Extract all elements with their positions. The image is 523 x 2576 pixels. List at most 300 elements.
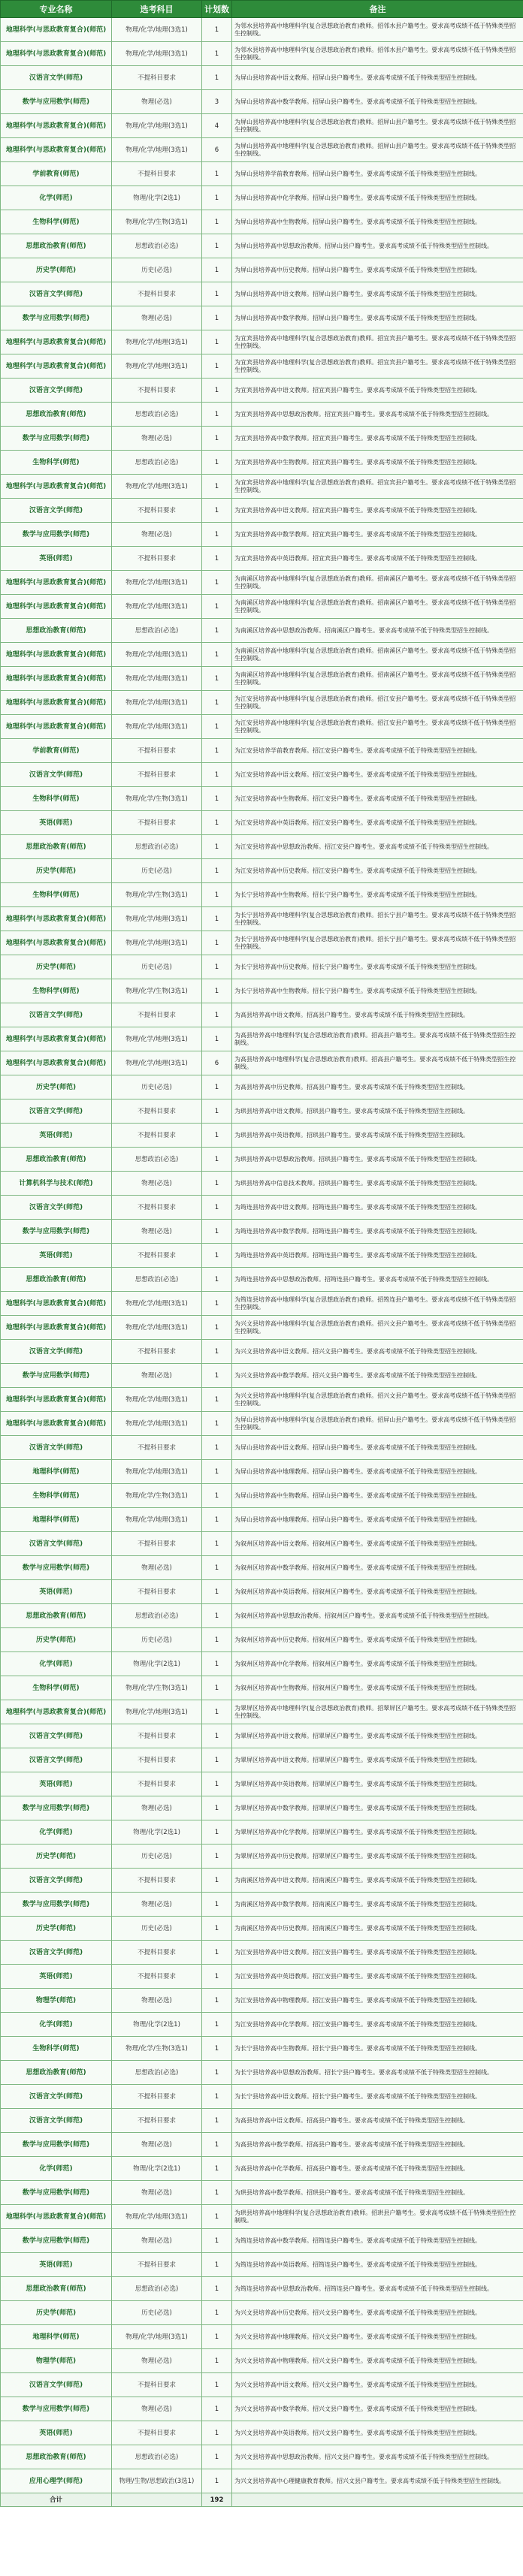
table-row (1, 1893, 523, 1917)
major-cell: 地理科学(与思政教育复合)(师范) (1, 1388, 112, 1412)
note-cell: 为翠屏区培养高中英语教师。招翠屏区户籍考生。要求高考成绩不低于特殊类型招生控制线。 (232, 1772, 523, 1796)
subject-cell: 不提科目要求 (112, 499, 202, 523)
plan-count-cell: 1 (202, 1628, 232, 1652)
table-row (1, 42, 523, 66)
table-row (1, 90, 523, 114)
note-cell: 为江安县培养高中生物教师。招江安县户籍考生。要求高考成绩不低于特殊类型招生控制线。 (232, 787, 523, 811)
table-row (1, 1484, 523, 1508)
major-cell: 地理科学(与思政教育复合)(师范) (1, 2205, 112, 2229)
note-cell: 为兴文县培养高中地理科学(复合思想政治教育)教师。招兴文县户籍考生。要求高考成绩不低于特殊类型招生控制线。 (232, 1388, 523, 1412)
plan-count-cell: 1 (202, 1580, 232, 1604)
major-cell: 地理科学(与思政教育复合)(师范) (1, 1292, 112, 1316)
subject-cell: 物理(必选) (112, 306, 202, 330)
major-cell: 生物科学(师范) (1, 787, 112, 811)
note-cell: 为邻水县培养高中地理科学(复合思想政治教育)教师。招邻水县户籍考生。要求高考成绩不低于特殊类型招生控制线。 (232, 18, 523, 42)
major-cell: 思想政治教育(师范) (1, 1604, 112, 1628)
subject-cell: 不提科目要求 (112, 1748, 202, 1772)
table-row (1, 138, 523, 162)
table-row (1, 1003, 523, 1027)
note-cell: 为宜宾县培养高中英语教师。招宜宾县户籍考生。要求高考成绩不低于特殊类型招生控制线。 (232, 547, 523, 571)
note-cell: 为南溪区培养高中数学教师。招南溪区户籍考生。要求高考成绩不低于特殊类型招生控制线。 (232, 1893, 523, 1917)
table-row (1, 1820, 523, 1845)
subject-cell: 历史(必选) (112, 1845, 202, 1869)
plan-count-cell: 1 (202, 1941, 232, 1965)
table-row (1, 2253, 523, 2277)
table-row (1, 1580, 523, 1604)
note-cell: 为筠连县培养高中语文教师。招筠连县户籍考生。要求高考成绩不低于特殊类型招生控制线。 (232, 1196, 523, 1220)
note-cell: 为翠屏区培养高中语文教师。招翠屏区户籍考生。要求高考成绩不低于特殊类型招生控制线。 (232, 1748, 523, 1772)
subject-cell: 物理/化学/地理(3选1) (112, 1508, 202, 1532)
table-row (1, 1796, 523, 1820)
subject-cell: 物理/生物/思想政治(3选1) (112, 2469, 202, 2493)
major-cell: 地理科学(与思政教育复合)(师范) (1, 1700, 112, 1724)
subject-cell: 物理/化学/地理(3选1) (112, 18, 202, 42)
table-row (1, 306, 523, 330)
major-cell: 英语(师范) (1, 547, 112, 571)
subject-cell: 物理(必选) (112, 1893, 202, 1917)
header-plan: 计划数 (202, 1, 232, 18)
note-cell: 为筠连县培养高中数学教师。招筠连县户籍考生。要求高考成绩不低于特殊类型招生控制线。 (232, 2229, 523, 2253)
plan-count-cell: 1 (202, 1436, 232, 1460)
subject-cell: 不提科目要求 (112, 811, 202, 835)
subject-cell: 物理(必选) (112, 1556, 202, 1580)
plan-count-cell: 1 (202, 1869, 232, 1893)
note-cell: 为江安县培养高中历史教师。招江安县户籍考生。要求高考成绩不低于特殊类型招生控制线。 (232, 859, 523, 883)
table-row (1, 907, 523, 931)
plan-count-cell: 1 (202, 907, 232, 931)
subject-cell: 物理/化学(2选1) (112, 1820, 202, 1845)
major-cell: 汉语言文学(师范) (1, 2109, 112, 2133)
plan-count-cell: 1 (202, 18, 232, 42)
note-cell: 为南溪区培养高中地理科学(复合思想政治教育)教师。招南溪区户籍考生。要求高考成绩不低于特殊类型招生控制线。 (232, 643, 523, 667)
note-cell: 为筠连县培养高中英语教师。招筠连县户籍考生。要求高考成绩不低于特殊类型招生控制线。 (232, 1244, 523, 1268)
note-cell: 为屏山县培养高中地理科学(复合思想政治教育)教师。招屏山县户籍考生。要求高考成绩不低于特殊类型招生控制线。 (232, 138, 523, 162)
table-row (1, 354, 523, 379)
table-row (1, 619, 523, 643)
table-row (1, 18, 523, 42)
major-cell: 应用心理学(师范) (1, 2469, 112, 2493)
table-row (1, 1412, 523, 1436)
plan-count-cell: 1 (202, 1772, 232, 1796)
plan-count-cell: 1 (202, 1340, 232, 1364)
subject-cell: 物理/化学/生物(3选1) (112, 1676, 202, 1700)
note-cell: 为屏山县培养高中历史教师。招屏山县户籍考生。要求高考成绩不低于特殊类型招生控制线。 (232, 258, 523, 282)
plan-count-cell: 1 (202, 667, 232, 691)
subject-cell: 不提科目要求 (112, 1580, 202, 1604)
table-row (1, 1172, 523, 1196)
subject-cell: 思想政治(必选) (112, 1148, 202, 1172)
table-row (1, 931, 523, 955)
table-row (1, 859, 523, 883)
subject-cell: 物理/化学/地理(3选1) (112, 715, 202, 739)
major-cell: 汉语言文学(师范) (1, 1724, 112, 1748)
note-cell: 为高县培养高中语文教师。招高县户籍考生。要求高考成绩不低于特殊类型招生控制线。 (232, 2109, 523, 2133)
table-row (1, 979, 523, 1003)
plan-count-cell: 6 (202, 138, 232, 162)
major-cell: 汉语言文学(师范) (1, 1436, 112, 1460)
major-cell: 地理科学(与思政教育复合)(师范) (1, 715, 112, 739)
table-row (1, 1148, 523, 1172)
plan-count-cell: 1 (202, 2181, 232, 2205)
subject-cell: 物理/化学(2选1) (112, 186, 202, 210)
subject-cell: 物理/化学/地理(3选1) (112, 1388, 202, 1412)
plan-count-cell: 1 (202, 354, 232, 379)
major-cell: 地理科学(与思政教育复合)(师范) (1, 907, 112, 931)
table-row (1, 2133, 523, 2157)
major-cell: 英语(师范) (1, 1965, 112, 1989)
major-cell: 学前教育(师范) (1, 739, 112, 763)
major-cell: 思想政治教育(师范) (1, 1148, 112, 1172)
major-cell: 数学与应用数学(师范) (1, 2229, 112, 2253)
note-cell: 为兴文县培养高中数学教师。招兴文县户籍考生。要求高考成绩不低于特殊类型招生控制线。 (232, 1364, 523, 1388)
table-row (1, 1724, 523, 1748)
table-row (1, 1652, 523, 1676)
plan-count-cell: 1 (202, 931, 232, 955)
note-cell: 为长宁县培养高中地理科学(复合思想政治教育)教师。招长宁县户籍考生。要求高考成绩不低于特殊类型招生控制线。 (232, 907, 523, 931)
major-cell: 地理科学(与思政教育复合)(师范) (1, 475, 112, 499)
note-cell: 为长宁县培养高中生物教师。招长宁县户籍考生。要求高考成绩不低于特殊类型招生控制线。 (232, 883, 523, 907)
plan-count-cell: 1 (202, 2133, 232, 2157)
major-cell: 汉语言文学(师范) (1, 499, 112, 523)
note-cell: 为江安县培养高中语文教师。招江安县户籍考生。要求高考成绩不低于特殊类型招生控制线。 (232, 1941, 523, 1965)
table-row (1, 2445, 523, 2469)
table-row (1, 499, 523, 523)
plan-count-cell: 1 (202, 1676, 232, 1700)
plan-count-cell: 1 (202, 1148, 232, 1172)
table-row (1, 667, 523, 691)
subject-cell: 思想政治(必选) (112, 1268, 202, 1292)
major-cell: 生物科学(师范) (1, 451, 112, 475)
subject-cell: 不提科目要求 (112, 1965, 202, 1989)
plan-count-cell: 1 (202, 499, 232, 523)
plan-count-cell: 1 (202, 1388, 232, 1412)
plan-count-cell: 1 (202, 1820, 232, 1845)
subject-cell: 不提科目要求 (112, 1436, 202, 1460)
note-cell: 为翠屏区培养高中化学教师。招翠屏区户籍考生。要求高考成绩不低于特殊类型招生控制线。 (232, 1820, 523, 1845)
table-body (1, 18, 523, 2493)
table-row (1, 114, 523, 138)
table-row (1, 1845, 523, 1869)
table-row (1, 571, 523, 595)
table-row (1, 1965, 523, 1989)
major-cell: 生物科学(师范) (1, 210, 112, 234)
subject-cell: 物理(必选) (112, 1172, 202, 1196)
table-row (1, 2037, 523, 2061)
subject-cell: 物理/化学/地理(3选1) (112, 1292, 202, 1316)
plan-count-cell: 1 (202, 306, 232, 330)
header-major: 专业名称 (1, 1, 112, 18)
major-cell: 英语(师范) (1, 2421, 112, 2445)
note-cell: 为南溪区培养高中语文教师。招南溪区户籍考生。要求高考成绩不低于特殊类型招生控制线。 (232, 1869, 523, 1893)
subject-cell: 物理/化学/生物(3选1) (112, 210, 202, 234)
subject-cell: 不提科目要求 (112, 1532, 202, 1556)
note-cell: 为屏山县培养高中数学教师。招屏山县户籍考生。要求高考成绩不低于特殊类型招生控制线。 (232, 90, 523, 114)
plan-count-cell: 1 (202, 186, 232, 210)
plan-count-cell: 1 (202, 955, 232, 979)
table-row (1, 234, 523, 258)
subject-cell: 物理(必选) (112, 523, 202, 547)
plan-count-cell: 1 (202, 1268, 232, 1292)
table-row (1, 811, 523, 835)
major-cell: 地理科学(与思政教育复合)(师范) (1, 330, 112, 354)
table-row (1, 523, 523, 547)
subject-cell: 物理/化学/生物(3选1) (112, 883, 202, 907)
subject-cell: 不提科目要求 (112, 2421, 202, 2445)
subject-cell: 不提科目要求 (112, 547, 202, 571)
note-cell: 为高县培养高中化学教师。招高县户籍考生。要求高考成绩不低于特殊类型招生控制线。 (232, 2157, 523, 2181)
note-cell: 为长宁县培养高中历史教师。招长宁县户籍考生。要求高考成绩不低于特殊类型招生控制线。 (232, 955, 523, 979)
subject-cell: 物理/化学(2选1) (112, 2013, 202, 2037)
plan-count-cell: 1 (202, 2109, 232, 2133)
note-cell: 为叙州区培养高中语文教师。招叙州区户籍考生。要求高考成绩不低于特殊类型招生控制线。 (232, 1532, 523, 1556)
major-cell: 汉语言文学(师范) (1, 1748, 112, 1772)
table-row (1, 643, 523, 667)
table-row (1, 403, 523, 427)
table-row (1, 1099, 523, 1124)
major-cell: 思想政治教育(师范) (1, 1268, 112, 1292)
major-cell: 数学与应用数学(师范) (1, 2181, 112, 2205)
subject-cell: 不提科目要求 (112, 1340, 202, 1364)
table-row (1, 1628, 523, 1652)
major-cell: 思想政治教育(师范) (1, 2445, 112, 2469)
major-cell: 数学与应用数学(师范) (1, 2133, 112, 2157)
major-cell: 生物科学(师范) (1, 1676, 112, 1700)
major-cell: 数学与应用数学(师范) (1, 306, 112, 330)
major-cell: 化学(师范) (1, 1652, 112, 1676)
table-row (1, 763, 523, 787)
subject-cell: 物理/化学/地理(3选1) (112, 2325, 202, 2349)
note-cell: 为江安县培养高中地理科学(复合思想政治教育)教师。招江安县户籍考生。要求高考成绩不低于特殊类型招生控制线。 (232, 715, 523, 739)
note-cell: 为江安县培养高中化学教师。招江安县户籍考生。要求高考成绩不低于特殊类型招生控制线。 (232, 2013, 523, 2037)
note-cell: 为筠连县培养高中数学教师。招筠连县户籍考生。要求高考成绩不低于特殊类型招生控制线。 (232, 1220, 523, 1244)
subject-cell: 物理(必选) (112, 2229, 202, 2253)
subject-cell: 思想政治(必选) (112, 403, 202, 427)
major-cell: 数学与应用数学(师范) (1, 90, 112, 114)
note-cell: 为珙县培养高中思想政治教师。招珙县户籍考生。要求高考成绩不低于特殊类型招生控制线。 (232, 1148, 523, 1172)
subject-cell: 物理(必选) (112, 2181, 202, 2205)
plan-count-cell: 1 (202, 787, 232, 811)
plan-count-cell: 1 (202, 2397, 232, 2421)
subject-cell: 物理(必选) (112, 2133, 202, 2157)
subject-cell: 不提科目要求 (112, 1196, 202, 1220)
subject-cell: 物理/化学/地理(3选1) (112, 354, 202, 379)
plan-count-cell: 1 (202, 1917, 232, 1941)
note-cell: 为叙州区培养高中化学教师。招叙州区户籍考生。要求高考成绩不低于特殊类型招生控制线。 (232, 1652, 523, 1676)
note-cell: 为珙县培养高中数学教师。招珙县户籍考生。要求高考成绩不低于特殊类型招生控制线。 (232, 2181, 523, 2205)
plan-count-cell: 6 (202, 1051, 232, 1075)
plan-count-cell: 1 (202, 66, 232, 90)
subject-cell: 不提科目要求 (112, 1941, 202, 1965)
major-cell: 地理科学(与思政教育复合)(师范) (1, 1027, 112, 1051)
subject-cell: 不提科目要求 (112, 2109, 202, 2133)
plan-count-cell: 1 (202, 1556, 232, 1580)
note-cell: 为长宁县培养高中语文教师。招长宁县户籍考生。要求高考成绩不低于特殊类型招生控制线。 (232, 2085, 523, 2109)
subject-cell: 物理/化学/地理(3选1) (112, 907, 202, 931)
table-row (1, 1051, 523, 1075)
table-row (1, 1604, 523, 1628)
subject-cell: 历史(必选) (112, 2301, 202, 2325)
note-cell: 为屏山县培养高中地理教师。招屏山县户籍考生。要求高考成绩不低于特殊类型招生控制线。 (232, 1460, 523, 1484)
note-cell: 为屏山县培养学前教育教师。招屏山县户籍考生。要求高考成绩不低于特殊类型招生控制线。 (232, 162, 523, 186)
table-row (1, 1532, 523, 1556)
plan-count-cell: 1 (202, 1532, 232, 1556)
plan-count-cell: 1 (202, 1075, 232, 1099)
note-cell: 为珙县培养高中信息技术教师。招珙县户籍考生。要求高考成绩不低于特殊类型招生控制线。 (232, 1172, 523, 1196)
major-cell: 历史学(师范) (1, 859, 112, 883)
major-cell: 思想政治教育(师范) (1, 619, 112, 643)
major-cell: 数学与应用数学(师范) (1, 1220, 112, 1244)
major-cell: 汉语言文学(师范) (1, 2085, 112, 2109)
subject-cell: 历史(必选) (112, 1917, 202, 1941)
subject-cell: 物理/化学/地理(3选1) (112, 595, 202, 619)
note-cell: 为兴文县培养高中物理教师。招兴文县户籍考生。要求高考成绩不低于特殊类型招生控制线。 (232, 2349, 523, 2373)
table-row (1, 282, 523, 306)
plan-count-cell: 1 (202, 379, 232, 403)
plan-count-cell: 1 (202, 1652, 232, 1676)
note-cell: 为屏山县培养高中语文教师。招屏山县户籍考生。要求高考成绩不低于特殊类型招生控制线。 (232, 282, 523, 306)
major-cell: 生物科学(师范) (1, 979, 112, 1003)
subject-cell: 不提科目要求 (112, 763, 202, 787)
major-cell: 历史学(师范) (1, 955, 112, 979)
plan-count-cell: 1 (202, 1724, 232, 1748)
major-cell: 汉语言文学(师范) (1, 2373, 112, 2397)
subject-cell: 不提科目要求 (112, 282, 202, 306)
plan-count-cell: 1 (202, 811, 232, 835)
total-note (232, 2493, 523, 2507)
note-cell: 为江安县培养高中语文教师。招江安县户籍考生。要求高考成绩不低于特殊类型招生控制线。 (232, 763, 523, 787)
plan-count-cell: 1 (202, 739, 232, 763)
major-cell: 地理科学(与思政教育复合)(师范) (1, 667, 112, 691)
major-cell: 英语(师范) (1, 1244, 112, 1268)
plan-count-cell: 1 (202, 1003, 232, 1027)
major-cell: 汉语言文学(师范) (1, 1941, 112, 1965)
note-cell: 为兴文县培养高中心理健康教育教师。招兴文县户籍考生。要求高考成绩不低于特殊类型招生控制线。 (232, 2469, 523, 2493)
plan-count-cell: 1 (202, 1027, 232, 1051)
subject-cell: 物理/化学/地理(3选1) (112, 1412, 202, 1436)
plan-count-cell: 1 (202, 2205, 232, 2229)
plan-count-cell: 1 (202, 715, 232, 739)
note-cell: 为南溪区培养高中地理科学(复合思想政治教育)教师。招南溪区户籍考生。要求高考成绩不低于特殊类型招生控制线。 (232, 667, 523, 691)
plan-count-cell: 1 (202, 547, 232, 571)
subject-cell: 物理/化学/生物(3选1) (112, 2037, 202, 2061)
major-cell: 汉语言文学(师范) (1, 1340, 112, 1364)
note-cell: 为屏山县培养高中化学教师。招屏山县户籍考生。要求高考成绩不低于特殊类型招生控制线。 (232, 186, 523, 210)
note-cell: 为叙州区培养高中思想政治教师。招叙州区户籍考生。要求高考成绩不低于特殊类型招生控制线。 (232, 1604, 523, 1628)
note-cell: 为兴文县培养高中英语教师。招兴文县户籍考生。要求高考成绩不低于特殊类型招生控制线。 (232, 2421, 523, 2445)
subject-cell: 不提科目要求 (112, 1724, 202, 1748)
table-row (1, 330, 523, 354)
major-cell: 数学与应用数学(师范) (1, 1796, 112, 1820)
note-cell: 为兴文县培养高中语文教师。招兴文县户籍考生。要求高考成绩不低于特殊类型招生控制线。 (232, 2373, 523, 2397)
table-row (1, 1124, 523, 1148)
major-cell: 地理科学(师范) (1, 1460, 112, 1484)
major-cell: 汉语言文学(师范) (1, 379, 112, 403)
subject-cell: 不提科目要求 (112, 2253, 202, 2277)
plan-count-cell: 1 (202, 979, 232, 1003)
note-cell: 为珙县培养高中英语教师。招珙县户籍考生。要求高考成绩不低于特殊类型招生控制线。 (232, 1124, 523, 1148)
plan-count-cell: 1 (202, 691, 232, 715)
plan-count-cell: 1 (202, 403, 232, 427)
table-row (1, 691, 523, 715)
plan-count-cell: 1 (202, 2157, 232, 2181)
table-row (1, 1869, 523, 1893)
note-cell: 为叙州区培养高中英语教师。招叙州区户籍考生。要求高考成绩不低于特殊类型招生控制线。 (232, 1580, 523, 1604)
subject-cell: 思想政治(必选) (112, 835, 202, 859)
note-cell: 为翠屏区培养高中数学教师。招翠屏区户籍考生。要求高考成绩不低于特殊类型招生控制线。 (232, 1796, 523, 1820)
major-cell: 英语(师范) (1, 2253, 112, 2277)
note-cell: 为南溪区培养高中地理科学(复合思想政治教育)教师。招南溪区户籍考生。要求高考成绩不低于特殊类型招生控制线。 (232, 595, 523, 619)
major-cell: 汉语言文学(师范) (1, 282, 112, 306)
plan-count-cell: 1 (202, 42, 232, 66)
note-cell: 为叙州区培养高中历史教师。招叙州区户籍考生。要求高考成绩不低于特殊类型招生控制线。 (232, 1628, 523, 1652)
plan-count-cell: 1 (202, 2325, 232, 2349)
note-cell: 为屏山县培养高中语文教师。招屏山县户籍考生。要求高考成绩不低于特殊类型招生控制线。 (232, 1436, 523, 1460)
major-cell: 思想政治教育(师范) (1, 2061, 112, 2085)
major-cell: 地理科学(与思政教育复合)(师范) (1, 595, 112, 619)
plan-count-cell: 1 (202, 1484, 232, 1508)
plan-count-cell: 1 (202, 835, 232, 859)
table-row (1, 1388, 523, 1412)
major-cell: 汉语言文学(师范) (1, 66, 112, 90)
table-row (1, 1748, 523, 1772)
plan-count-cell: 1 (202, 2469, 232, 2493)
note-cell: 为翠屏区培养高中历史教师。招翠屏区户籍考生。要求高考成绩不低于特殊类型招生控制线。 (232, 1845, 523, 1869)
major-cell: 汉语言文学(师范) (1, 1003, 112, 1027)
subject-cell: 物理(必选) (112, 1989, 202, 2013)
plan-count-cell: 1 (202, 1893, 232, 1917)
note-cell: 为江安县培养高中思想政治教师。招江安县户籍考生。要求高考成绩不低于特殊类型招生控制线。 (232, 835, 523, 859)
subject-cell: 物理/化学/生物(3选1) (112, 787, 202, 811)
table-row (1, 1989, 523, 2013)
major-cell: 地理科学(与思政教育复合)(师范) (1, 571, 112, 595)
note-cell: 为屏山县培养高中地理科学(复合思想政治教育)教师。招屏山县户籍考生。要求高考成绩不低于特殊类型招生控制线。 (232, 114, 523, 138)
major-cell: 思想政治教育(师范) (1, 2277, 112, 2301)
note-cell: 为叙州区培养高中生物教师。招叙州区户籍考生。要求高考成绩不低于特殊类型招生控制线。 (232, 1676, 523, 1700)
major-cell: 汉语言文学(师范) (1, 1532, 112, 1556)
plan-count-cell: 1 (202, 763, 232, 787)
subject-cell: 思想政治(必选) (112, 1604, 202, 1628)
table-row (1, 66, 523, 90)
table-row (1, 787, 523, 811)
plan-count-cell: 1 (202, 1244, 232, 1268)
note-cell: 为兴文县培养高中思想政治教师。招兴文县户籍考生。要求高考成绩不低于特殊类型招生控制线。 (232, 2445, 523, 2469)
subject-cell: 历史(必选) (112, 859, 202, 883)
plan-count-cell: 3 (202, 90, 232, 114)
major-cell: 物理学(师范) (1, 2349, 112, 2373)
subject-cell: 物理/化学(2选1) (112, 1652, 202, 1676)
subject-cell: 不提科目要求 (112, 1124, 202, 1148)
major-cell: 地理科学(与思政教育复合)(师范) (1, 114, 112, 138)
subject-cell: 物理/化学/地理(3选1) (112, 667, 202, 691)
note-cell: 为长宁县培养高中生物教师。招长宁县户籍考生。要求高考成绩不低于特殊类型招生控制线。 (232, 979, 523, 1003)
major-cell: 历史学(师范) (1, 1075, 112, 1099)
plan-count-cell: 1 (202, 1099, 232, 1124)
note-cell: 为高县培养高中地理科学(复合思想政治教育)教师。招高县户籍考生。要求高考成绩不低于特殊类型招生控制线。 (232, 1051, 523, 1075)
major-cell: 历史学(师范) (1, 258, 112, 282)
table-row (1, 2181, 523, 2205)
table-row (1, 451, 523, 475)
major-cell: 数学与应用数学(师范) (1, 1556, 112, 1580)
table-row (1, 1917, 523, 1941)
subject-cell: 不提科目要求 (112, 66, 202, 90)
subject-cell: 思想政治(必选) (112, 2061, 202, 2085)
subject-cell: 思想政治(必选) (112, 451, 202, 475)
subject-cell: 不提科目要求 (112, 1772, 202, 1796)
major-cell: 地理科学(与思政教育复合)(师范) (1, 931, 112, 955)
note-cell: 为珙县培养高中地理科学(复合思想政治教育)教师。招珙县户籍考生。要求高考成绩不低于特殊类型招生控制线。 (232, 2205, 523, 2229)
subject-cell: 物理/化学/地理(3选1) (112, 1700, 202, 1724)
subject-cell: 不提科目要求 (112, 1099, 202, 1124)
